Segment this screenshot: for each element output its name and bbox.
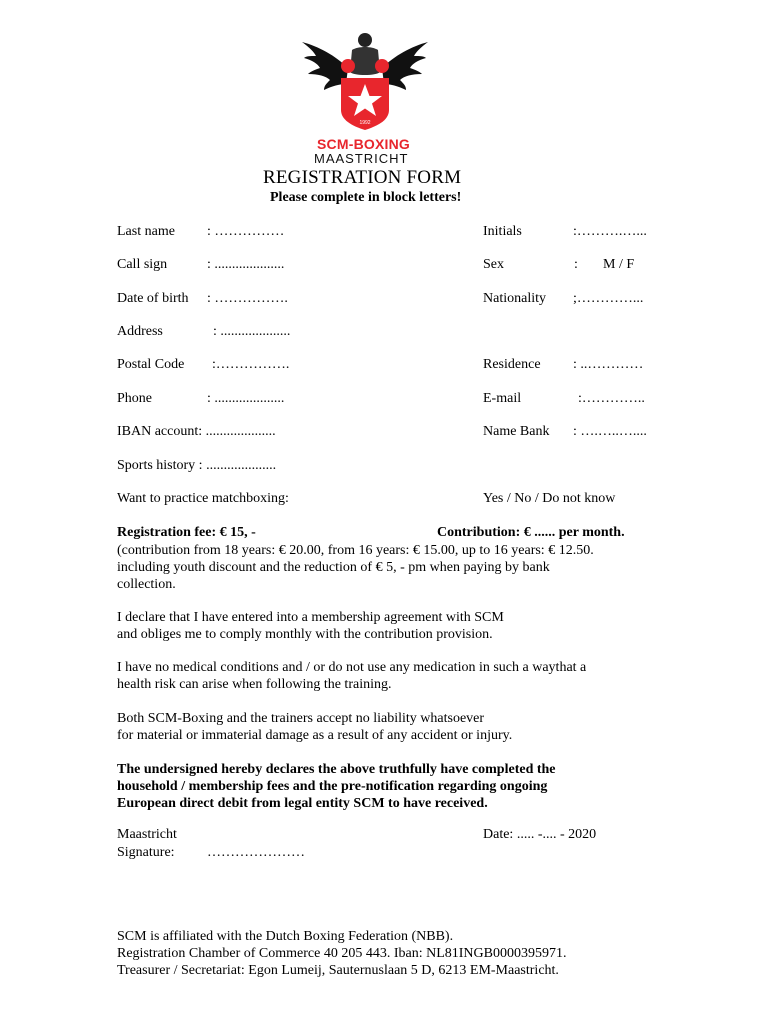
call-sign-field: : .................... xyxy=(207,257,285,272)
brand-city: MAASTRICHT xyxy=(314,151,409,166)
sex-field: M / F xyxy=(603,257,635,272)
name-bank-field: : ….…..….... xyxy=(573,424,647,439)
signature-date: Date: ..... -.... - 2020 xyxy=(483,827,597,842)
liability-declaration xyxy=(117,710,512,744)
footer-line: Registration Chamber of Commerce 40 205 443. Iban: NL81INGB0000395971. xyxy=(117,946,567,961)
signature-label: Signature: xyxy=(117,845,175,860)
footer xyxy=(117,928,566,979)
nationality-label: Nationality xyxy=(483,291,546,306)
residence-field: : ..………… xyxy=(573,357,644,372)
residence-label: Residence xyxy=(483,357,541,372)
initials-field: :……….…... xyxy=(573,224,647,239)
last-name-label: Last name xyxy=(117,224,175,239)
nationality-field: ;…………... xyxy=(573,291,644,306)
date-of-birth-field: : ……………. xyxy=(207,291,288,306)
medical-declaration xyxy=(117,659,586,693)
declaration-line: for material or immaterial damage as a result of any accident or injury. xyxy=(117,728,513,743)
declaration-line: household / membership fees and the pre-notification regarding ongoing xyxy=(117,779,548,794)
phone-label: Phone xyxy=(117,391,152,406)
contribution-fee: Contribution: € ...... per month. xyxy=(437,525,625,540)
address-field: : .................... xyxy=(213,324,291,339)
declaration-line: European direct debit from legal entity SCM to have received. xyxy=(117,796,488,811)
boxer-icon xyxy=(341,33,389,75)
brand-name: SCM-BOXING xyxy=(317,136,410,152)
postal-code-label: Postal Code xyxy=(117,357,185,372)
matchboxing-options: Yes / No / Do not know xyxy=(483,491,616,506)
page-title: REGISTRATION FORM xyxy=(263,167,462,188)
logo-year: 1992 xyxy=(359,120,371,126)
date-of-birth-label: Date of birth xyxy=(117,291,189,306)
fee-details-line: (contribution from 18 years: € 20.00, from 16 years: € 15.00, up to 16 years: € 12.50. xyxy=(117,543,594,558)
page-subtitle: Please complete in block letters! xyxy=(270,190,462,205)
declaration-line: health risk can arise when following the training. xyxy=(117,677,392,692)
initials-label: Initials xyxy=(483,224,522,239)
name-bank-label: Name Bank xyxy=(483,424,550,439)
declaration-line: I declare that I have entered into a membership agreement with SCM xyxy=(117,610,504,625)
signature-field: ………………… xyxy=(207,845,305,860)
email-field: :………….. xyxy=(578,391,645,406)
undersigned-declaration xyxy=(117,761,556,812)
registration-fee: Registration fee: € 15, - xyxy=(117,525,256,540)
membership-declaration xyxy=(117,609,504,643)
sex-label: Sex xyxy=(483,257,504,272)
sex-colon: : xyxy=(574,257,578,272)
last-name-field: : …………… xyxy=(207,224,285,239)
phone-field: : .................... xyxy=(207,391,285,406)
declaration-line: I have no medical conditions and / or do not use any medication in such a waythat a xyxy=(117,660,587,675)
declaration-line: and obliges me to comply monthly with the contribution provision. xyxy=(117,627,493,642)
declaration-line: Both SCM-Boxing and the trainers accept no liability whatsoever xyxy=(117,711,485,726)
postal-code-field: :……………. xyxy=(212,357,290,372)
footer-line: SCM is affiliated with the Dutch Boxing Federation (NBB). xyxy=(117,929,454,944)
address-label: Address xyxy=(117,324,163,339)
declaration-line: The undersigned hereby declares the above truthfully have completed the xyxy=(117,762,556,777)
matchboxing-label: Want to practice matchboxing: xyxy=(117,491,289,506)
fee-details-line: including youth discount and the reduction of € 5, - pm when paying by bank xyxy=(117,560,550,575)
fee-details-line: collection. xyxy=(117,577,176,592)
call-sign-label: Call sign xyxy=(117,257,168,272)
sports-history-field: Sports history : .................... xyxy=(117,458,277,473)
fee-details xyxy=(117,542,594,593)
email-label: E-mail xyxy=(483,391,522,406)
iban-field: IBAN account: .................... xyxy=(117,424,276,439)
footer-line: Treasurer / Secretariat: Egon Lumeij, Sauternuslaan 5 D, 6213 EM-Maastricht. xyxy=(117,963,559,978)
signature-place: Maastricht xyxy=(117,827,177,842)
